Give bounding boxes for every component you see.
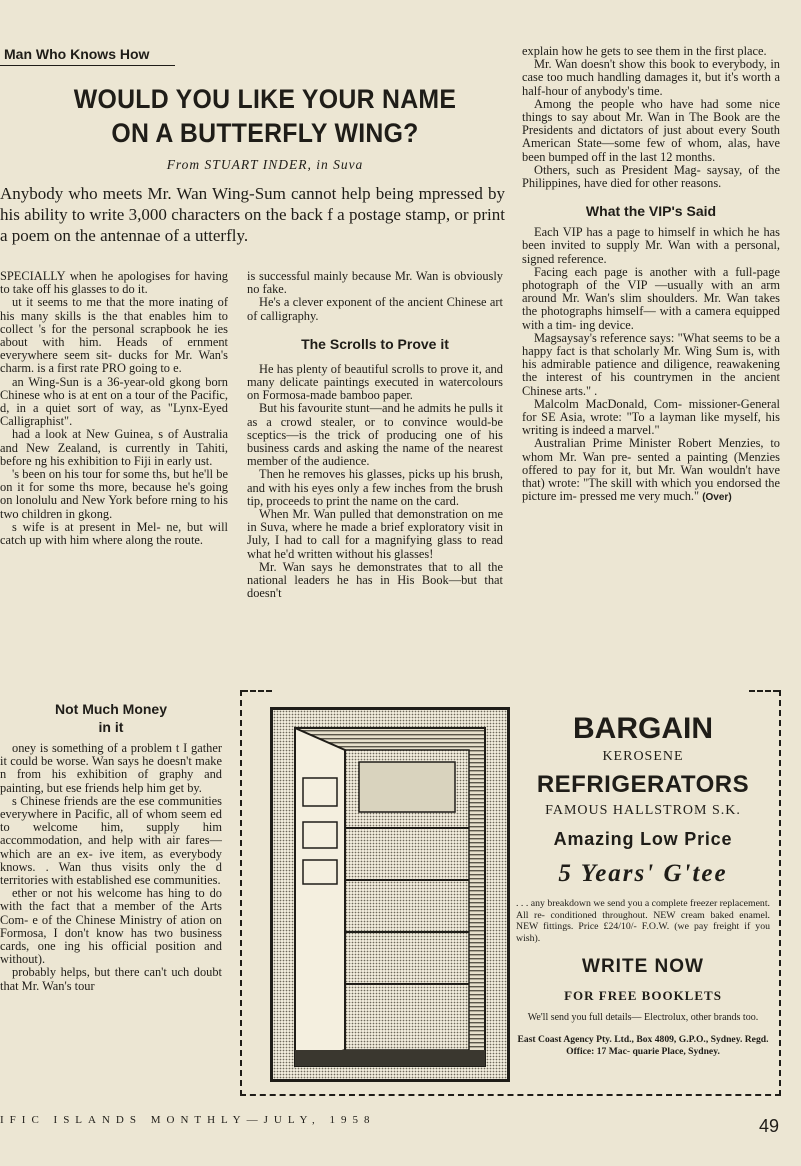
paragraph [522, 437, 780, 504]
paragraph-text: Australian Prime Minister Robert Menzies, to whom Mr. Wan pre- sented a painting (Menzies offered to pay for it, but Mr. Wan wouldn't have that) wrote: "The skill with which you endorsed the picture im- pressed me very much." [522, 436, 780, 504]
headline-line-2: ON A BUTTERFLY WING? [111, 118, 419, 148]
paragraph: ut it seems to me that the more inating of his many skills is the that enables him to collect 's for the personal scrapbook he ies about with him. Heads of ernment everywhere seem sit- ducks for Mr. Wan's charm. is a first rate PRO going to e. [0, 295, 228, 376]
ad-guarantee: 5 Years' G'tee [558, 860, 728, 887]
paragraph: Each VIP has a page to himself in which he has been invited to supply Mr. Wan with a personal, signed reference. [522, 225, 780, 266]
paragraph: He's a clever exponent of the ancient Chinese art of calligraphy. [247, 295, 503, 323]
ad-write-now: WRITE NOW [582, 956, 704, 978]
paragraph: He has plenty of beautiful scrolls to prove it, and many delicate paintings executed in watercolours on Formosa-made bamboo paper. [247, 361, 503, 403]
ad-amazing-price: Amazing Low Price [553, 829, 733, 849]
article-column-1 [0, 270, 228, 690]
headline-line-1: WOULD YOU LIKE YOUR NAME [73, 84, 457, 114]
paragraph: But his favourite stunt—and he admits he pulls it as a crowd stealer, or to convince would-be sceptics—is the trick of producing one of his business cards and asking the name of the nearest member of the audience. [247, 401, 503, 469]
paragraph: SPECIALLY when he apologises for having to take off his glasses to do it. [0, 270, 228, 297]
subheading-scrolls: The Scrolls to Prove it [301, 335, 449, 352]
intro-paragraph: Anybody who meets Mr. Wan Wing-Sum cannot help being mpressed by his ability to write 3,000 characters on the back f a postage stamp, or print a poem on the antennae of a utterfly. [0, 184, 505, 245]
paragraph: an Wing-Sun is a 36-year-old gkong born Chinese who is at ent on a tour of the Pacific, d, in a quiet sort of way, as "Lynx-Eyed Calligraphist". [0, 374, 228, 429]
ad-send-details: We'll send you full details— Electrolux, other brands too. [527, 1012, 759, 1024]
paragraph: is successful mainly because Mr. Wan is obviously no fake. [247, 270, 503, 297]
paragraph: oney is something of a problem t I gather it could be worse. Wan says he doesn't make n from his exhibition of graphy and painting, but ese friends help him get by. [0, 741, 222, 795]
paragraph: s wife is at present in Mel- ne, but will catch up with him where along the route. [0, 519, 228, 548]
byline: From STUART INDER, in Suva [166, 157, 364, 172]
section-label: Man Who Knows How [0, 46, 175, 66]
paragraph: Malcolm MacDonald, Com- missioner-General for SE Asia, wrote: "To a layman like myself, his writing is indeed a marvel." [522, 396, 780, 438]
ad-kerosene: KEROSENE [602, 749, 684, 764]
subheading-not-much-money: Not Much Money in it [55, 701, 167, 735]
page-number: 49 [758, 1116, 779, 1136]
paragraph: Mr. Wan doesn't show this book to everybody, in case too much handling damages it, but it's worth a half-hour of anybody's time. [522, 57, 780, 98]
refrigerator-illustration [270, 707, 510, 1082]
paragraph: had a look at New Guinea, s of Australia and New Zealand, is currently in Tahiti, before ng his exhibition to Fiji in early ust. [0, 427, 228, 468]
advertisement-text [512, 712, 774, 1058]
article-column-3 [522, 45, 780, 690]
paragraph: Magsaysay's reference says: "What seems to be a happy fact is that scholarly Mr. Wing Sum is, with his admirable patience and diligence, reawakening the interest of his countrymen in the ancient Chinese arts." . [522, 330, 780, 398]
ad-hallstrom: FAMOUS HALLSTROM S.K. [545, 803, 741, 818]
article-column-1-lower [0, 700, 222, 1095]
page-footer: IFIC ISLANDS MONTHLY—JULY, 1958 [0, 1114, 376, 1126]
subheading-vips: What the VIP's Said [585, 203, 717, 220]
headline [49, 82, 481, 150]
paragraph: Mr. Wan says he demonstrates that to all the national leaders he has in His Book—but that doesn't [247, 559, 503, 601]
paragraph: s Chinese friends are the ese communities everywhere in Pacific, all of whom seem ed to welcome him, supply him accommodation, and help with air fares—which are an ex- ive item, as everybody knows. . Wan thus visits only the d territories with established ese communities. [0, 793, 222, 888]
ad-bargain-heading: BARGAIN [573, 712, 713, 745]
ad-refrigerators-heading: REFRIGERATORS [536, 771, 750, 798]
paragraph: Then he removes his glasses, picks up his brush, and with his eyes only a few inches from the brush tip, proceeds to print the name on the card. [247, 467, 503, 508]
ad-body-text: . . . any breakdown we send you a complete freezer replacement. All re- conditioned throughout. NEW cream baked enamel. NEW fittings. Price £24/10/- F.O.W. (we pay freight if you wish). [516, 898, 770, 944]
ad-address: East Coast Agency Pty. Ltd., Box 4809, G.P.O., Sydney. Regd. Office: 17 Mac- quarie Place, Sydney. [517, 1034, 769, 1058]
paragraph: 's been on his tour for some ths, but he'll be on it for some ths more, because he's going on lonolulu and New York before rning to his two children in gkong. [0, 467, 228, 521]
paragraph: ether or not his welcome has hing to do with the fact that a member of the Arts Com- e of the Chinese Ministry of ation on Formosa, I don't know has two business cards, one ing his official position and without). [0, 886, 222, 967]
over-marker: (Over) [702, 492, 732, 504]
article-column-2 [247, 270, 503, 688]
paragraph: Facing each page is another with a full-page photograph of the VIP —usually with an arm around Mr. Wan's slim shoulders. Mr. Wan takes the photographs himself— with a camera equipped with a tim- ing device. [522, 264, 780, 332]
paragraph: Among the people who have had some nice things to say about Mr. Wan in The Book are the Presidents and dictators of just about every South American State—some few of whom, alas, have been bumped off in the last 12 months. [522, 96, 780, 164]
paragraph: explain how he gets to see them in the first place. [522, 45, 767, 58]
ad-free-booklets: FOR FREE BOOKLETS [564, 988, 722, 1004]
paragraph: When Mr. Wan pulled that demonstration on me in Suva, where he made a brief exploratory visit in July, I had to call for a magnifying glass to read what he'd written without his glasses! [247, 507, 503, 561]
refrigerator-icon [273, 710, 507, 1079]
paragraph: Others, such as President Mag- saysay, of the Philippines, have died for other reasons. [522, 162, 780, 191]
paragraph: probably helps, but there can't uch doubt that Mr. Wan's tour [0, 965, 222, 993]
